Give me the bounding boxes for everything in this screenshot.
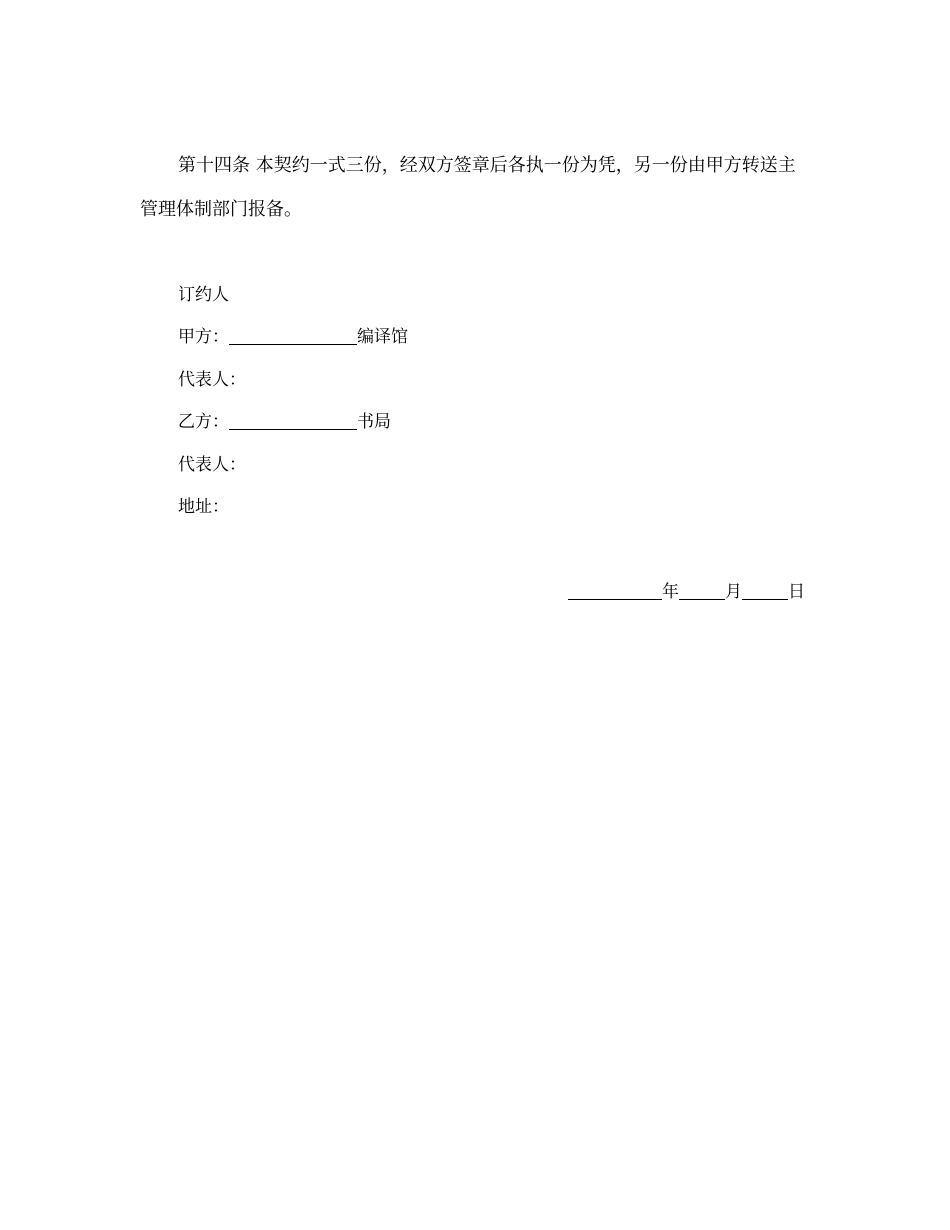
party-b-representative: 代表人： — [178, 455, 246, 475]
year-label: 年 — [662, 582, 679, 602]
party-a-suffix: 编译馆 — [357, 327, 408, 347]
address-label: 地址： — [178, 497, 229, 517]
day-label: 日 — [788, 582, 805, 602]
party-a-name-blank[interactable] — [229, 326, 357, 345]
party-a-line — [178, 325, 408, 349]
signatories-heading: 订约人 — [178, 285, 229, 305]
clause-line-1: 第十四条 本契约一式三份，经双方签章后各执一份为凭，另一份由甲方转送主 — [178, 155, 796, 176]
clause-line-2: 管理体制部门报备。 — [140, 199, 302, 220]
party-b-line — [178, 410, 391, 434]
year-blank[interactable] — [568, 581, 662, 600]
date-line — [568, 580, 805, 604]
month-blank[interactable] — [679, 581, 725, 600]
party-a-label: 甲方： — [178, 327, 229, 347]
day-blank[interactable] — [742, 581, 788, 600]
party-a-representative: 代表人： — [178, 370, 246, 390]
party-b-suffix: 书局 — [357, 412, 391, 432]
party-b-name-blank[interactable] — [229, 411, 357, 430]
clause-14-paragraph — [140, 144, 810, 232]
month-label: 月 — [725, 582, 742, 602]
party-b-label: 乙方： — [178, 412, 229, 432]
